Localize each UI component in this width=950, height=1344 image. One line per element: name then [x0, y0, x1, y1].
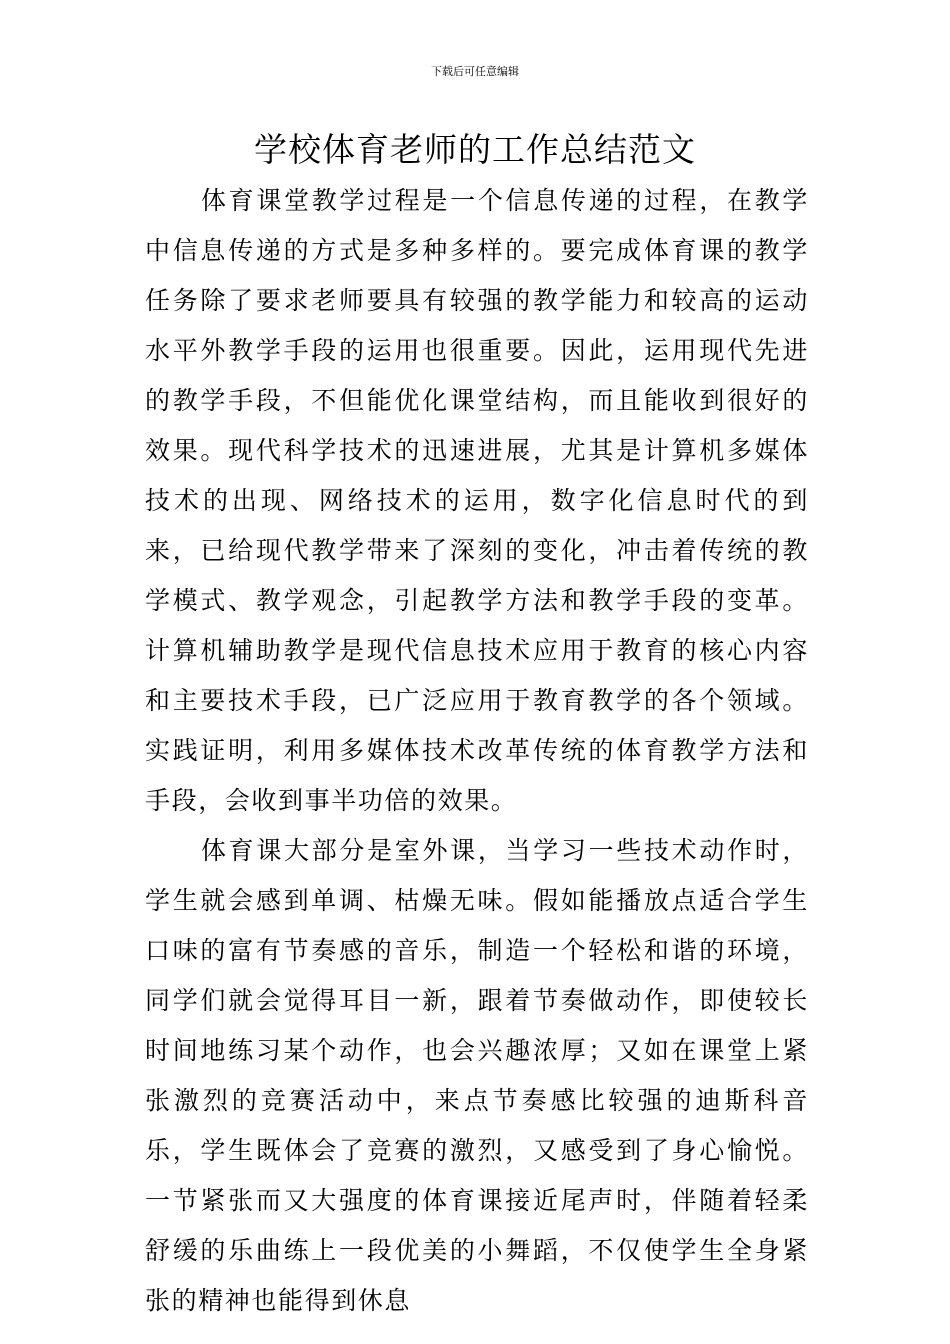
- header-note: 下载后可任意编辑: [431, 65, 519, 78]
- paragraph: 体育课堂教学过程是一个信息传递的过程，在教学中信息传递的方式是多种多样的。要完成体育课的教学任务除了要求老师要具有较强的教学能力和较高的运动水平外教学手段的运用也很重要。因此，运用现代先进的教学手段，不但能优化课堂结构，而且能收到很好的效果。现代科学技术的迅速进展，尤其是计算机多媒体技术的出现、网络技术的运用，数字化信息时代的到来，已给现代教学带来了深刻的变化，冲击着传统的教学模式、教学观念，引起教学方法和教学手段的变革。计算机辅助教学是现代信息技术应用于教育的核心内容和主要技术手段，已广泛应用于教育教学的各个领域。实践证明，利用多媒体技术改革传统的体育教学方法和手段，会收到事半功倍的效果。: [145, 186, 809, 815]
- paragraph: 体育课大部分是室外课，当学习一些技术动作时，学生就会感到单调、枯燥无味。假如能播放点适合学生口味的富有节奏感的音乐，制造一个轻松和谐的环境，同学们就会觉得耳目一新，跟着节奏做动作，即使较长时间地练习某个动作，也会兴趣浓厚；又如在课堂上紧张激烈的竞赛活动中，来点节奏感比较强的迪斯科音乐，学生既体会了竞赛的激烈，又感受到了身心愉悦。一节紧张而又大强度的体育课接近尾声时，伴随着轻柔舒缓的乐曲练上一段优美的小舞蹈，不仅使学生全身紧张的精神也能得到休息: [145, 836, 809, 1315]
- document-body: [145, 176, 809, 1326]
- document-title: 学校体育老师的工作总结范文: [254, 130, 696, 169]
